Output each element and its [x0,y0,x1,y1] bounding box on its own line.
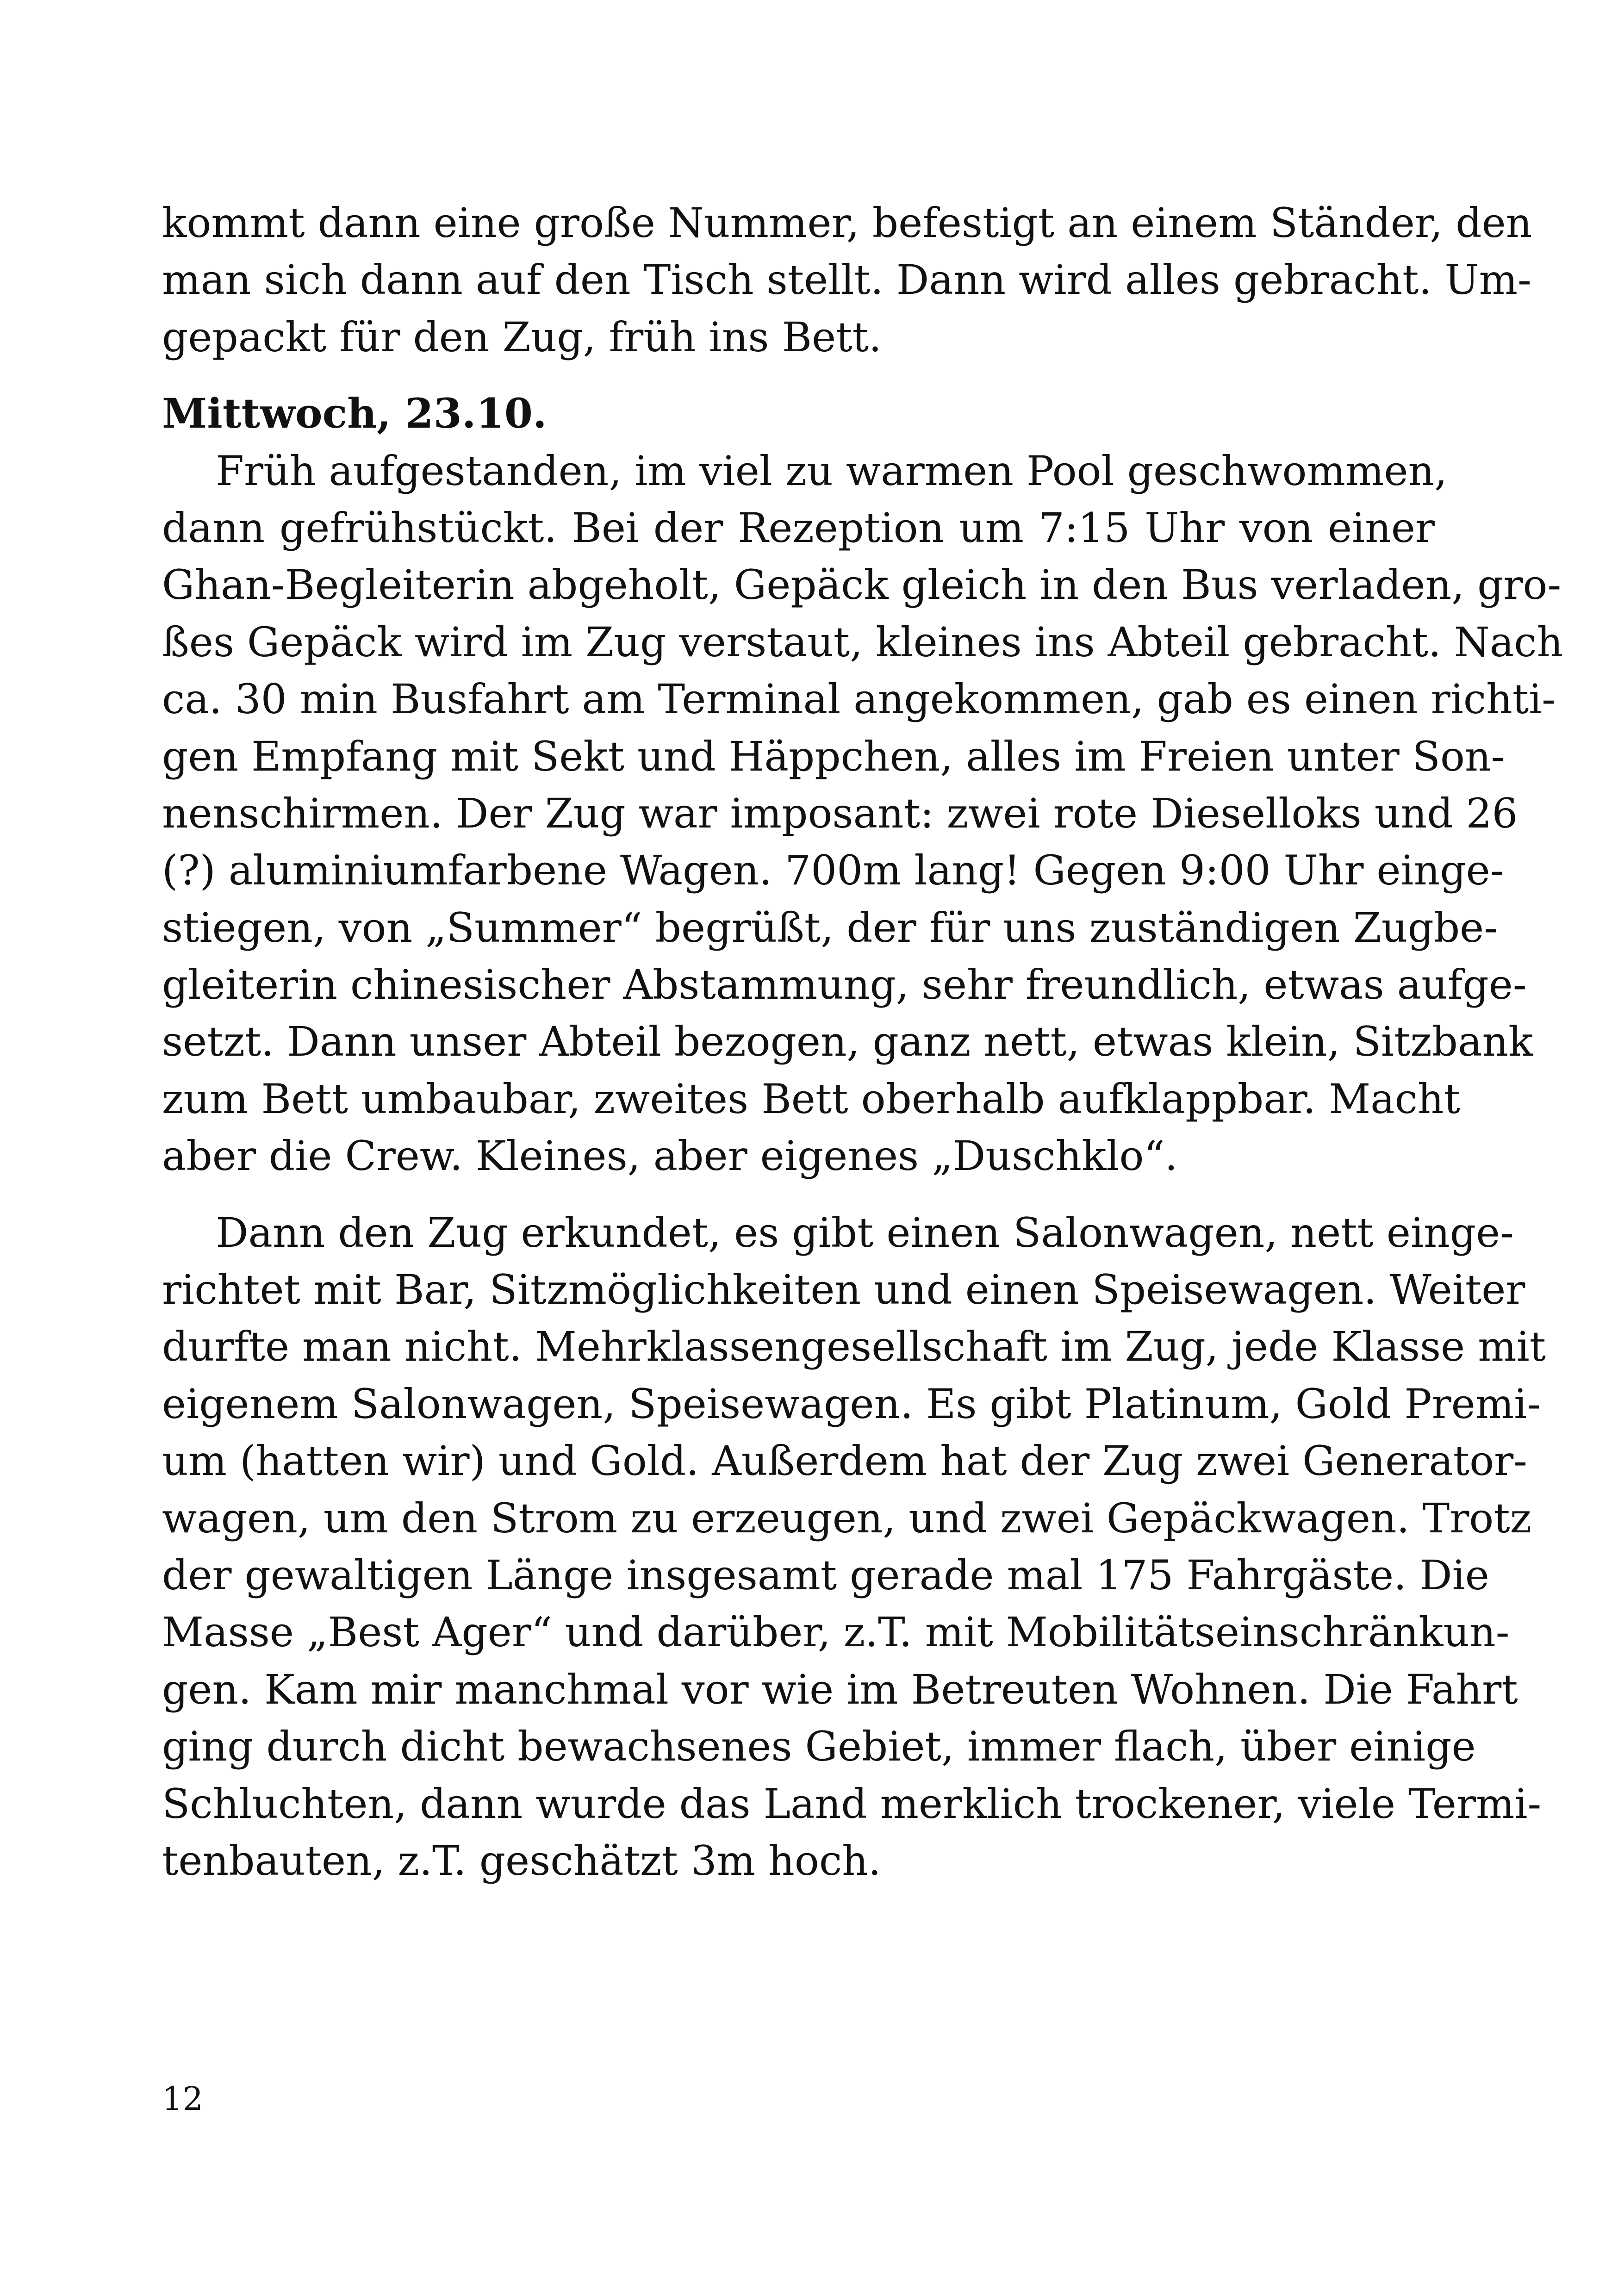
text-line: durfte man nicht. Mehrklassengesellschaft im Zug, jede Klasse mit [162,1323,1546,1371]
text-line: dann gefrühstückt. Bei der Rezeption um 7:15 Uhr von einer [162,504,1435,552]
text-line: aber die Crew. Kleines, aber eigenes „Duschklo“. [162,1132,1178,1180]
text-line: um (hatten wir) und Gold. Außerdem hat der Zug zwei Generator- [162,1437,1527,1485]
text-line: Schluchten, dann wurde das Land merklich trockener, viele Termi- [162,1780,1542,1828]
text-line: Ghan-Begleiterin abgeholt, Gepäck gleich in den Bus verladen, gro- [162,561,1562,609]
text-line: gleiterin chinesischer Abstammung, sehr freundlich, etwas aufge- [162,961,1527,1009]
text-line: tenbauten, z.T. geschätzt 3m hoch. [162,1836,881,1885]
text-line: der gewaltigen Länge insgesamt gerade mal 175 Fahrgäste. Die [162,1551,1489,1599]
text-line: eigenem Salonwagen, Speisewagen. Es gibt Platinum, Gold Premi- [162,1380,1541,1428]
text-line: richtet mit Bar, Sitzmöglichkeiten und einen Speisewagen. Weiter [162,1266,1525,1314]
text-line: gepackt für den Zug, früh ins Bett. [162,313,882,361]
text-line: Früh aufgestanden, im viel zu warmen Pool geschwommen, [216,447,1448,495]
text-line: wagen, um den Strom zu erzeugen, und zwei Gepäckwagen. Trotz [162,1494,1531,1542]
text-line: Masse „Best Ager“ und darüber, z.T. mit Mobilitätseinschränkun- [162,1608,1510,1656]
body-text [162,194,1563,1889]
text-line: setzt. Dann unser Abteil bezogen, ganz nett, etwas klein, Sitzbank [162,1018,1533,1066]
text-line: gen. Kam mir manchmal vor wie im Betreuten Wohnen. Die Fahrt [162,1665,1518,1713]
text-line: zum Bett umbaubar, zweites Bett oberhalb aufklappbar. Macht [162,1075,1460,1123]
text-line: Dann den Zug erkundet, es gibt einen Salonwagen, nett einge- [216,1208,1514,1257]
date-heading: Mittwoch, 23.10. [162,389,547,438]
text-line: man sich dann auf den Tisch stellt. Dann wird alles gebracht. Um- [162,256,1531,304]
text-line: ging durch dicht bewachsenes Gebiet, immer flach, über einige [162,1723,1476,1771]
text-line: gen Empfang mit Sekt und Häppchen, alles im Freien unter Son- [162,732,1505,780]
text-line: ßes Gepäck wird im Zug verstaut, kleines ins Abteil gebracht. Nach [162,618,1563,666]
text-line: stiegen, von „Summer“ begrüßt, der für uns zuständigen Zugbe- [162,903,1498,952]
page-number: 12 [162,2080,204,2118]
paragraph-continued [162,194,1532,366]
text-line: (?) aluminiumfarbene Wagen. 700m lang! Gegen 9:00 Uhr einge- [162,846,1504,895]
text-line: kommt dann eine große Nummer, befestigt an einem Ständer, den [162,199,1532,247]
text-line: ca. 30 min Busfahrt am Terminal angekommen, gab es einen richti- [162,675,1556,723]
paragraph-wednesday [162,442,1563,1185]
paragraph-train [162,1204,1546,1890]
text-line: nenschirmen. Der Zug war imposant: zwei rote Dieselloks und 26 [162,789,1518,837]
